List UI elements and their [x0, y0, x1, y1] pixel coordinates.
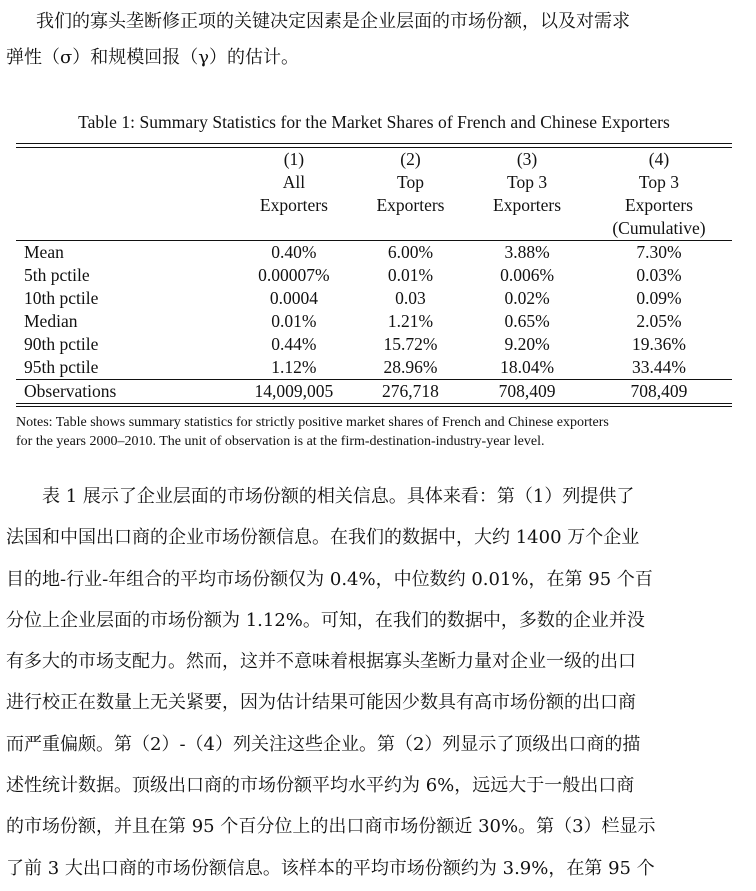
- table-top-rule: [16, 143, 732, 144]
- table-cell: 33.44%: [631, 357, 686, 377]
- header-row-1: [16, 171, 732, 194]
- col-header: Exporters: [624, 195, 693, 215]
- table-bottom-rule-thin: [16, 403, 732, 404]
- body-line: 的市场份额，并且在第 95 个百分位上的出口商市场份额近 30%。第（3）栏显示: [6, 816, 656, 838]
- notes-line: Notes: Table shows summary statistics for strictly positive market shares of French and Chinese exporters: [16, 415, 609, 430]
- table-cell: 0.02%: [504, 288, 550, 308]
- table-cell: 2.05%: [636, 311, 682, 331]
- table-cell: 0.01%: [271, 311, 317, 331]
- col-header: Exporters: [259, 195, 328, 215]
- header-row-2: [16, 194, 732, 217]
- body-paragraph: [6, 476, 750, 889]
- table-cell: 0.03: [395, 288, 426, 308]
- table-cell: 276,718: [382, 381, 439, 401]
- stats-observations: [16, 380, 732, 403]
- table-cell: 0.40%: [271, 242, 317, 262]
- body-line: 法国和中国出口商的企业市场份额信息。在我们的数据中，大约 1400 万个企业: [6, 527, 640, 549]
- row-label: Observations: [24, 381, 117, 401]
- table-notes: [16, 413, 732, 451]
- row-label: 5th pctile: [24, 265, 90, 285]
- table-cell: 28.96%: [383, 357, 438, 377]
- table-caption: Table 1: Summary Statistics for the Market Shares of French and Chinese Exporters: [78, 112, 670, 132]
- table-row: [16, 333, 732, 356]
- summary-statistics-table: [16, 112, 732, 451]
- col-header: [468, 217, 586, 240]
- row-label: Median: [24, 311, 78, 331]
- row-label: 90th pctile: [24, 334, 99, 354]
- table-cell: 18.04%: [500, 357, 555, 377]
- table-cell: 0.01%: [387, 265, 434, 285]
- col-header: [235, 217, 353, 240]
- col-header: Exporters: [376, 195, 445, 215]
- table-cell: 14,009,005: [254, 381, 334, 401]
- table-row: [16, 356, 732, 379]
- table-bottom-rule: [16, 406, 732, 407]
- intro-paragraph: [6, 4, 750, 76]
- col-header: [353, 217, 468, 240]
- table-cell: 9.20%: [504, 334, 550, 354]
- table-cell: 0.006%: [500, 265, 555, 285]
- header-row-numbers: [16, 148, 732, 171]
- table-cell: 6.00%: [387, 242, 434, 262]
- intro-line: 弹性（σ）和规模回报（γ）的估计。: [6, 47, 300, 68]
- table-row: [16, 310, 732, 333]
- row-label: 95th pctile: [24, 357, 99, 377]
- row-label: 10th pctile: [24, 288, 99, 308]
- col-number: (2): [400, 149, 421, 169]
- body-line: 目的地-行业-年组合的平均市场份额仅为 0.4%，中位数约 0.01%，在第 95 个百: [6, 568, 653, 590]
- body-line: 有多大的市场支配力。然而，这并不意味着根据寡头垄断力量对企业一级的出口: [6, 651, 636, 673]
- intro-line: 我们的寡头垄断修正项的关键决定因素是企业层面的市场份额，以及对需求: [36, 11, 630, 32]
- body-line: 进行校正在数量上无关紧要，因为估计结果可能因少数具有高市场份额的出口商: [6, 692, 636, 714]
- table-row: [16, 287, 732, 310]
- table-cell: 0.09%: [636, 288, 682, 308]
- body-line: 述性统计数据。顶级出口商的市场份额平均水平约为 6%，远远大于一般出口商: [6, 775, 635, 797]
- body-line: 了前 3 大出口商的市场份额信息。该样本的平均市场份额约为 3.9%，在第 95 个: [6, 857, 655, 879]
- table-cell: 19.36%: [631, 334, 686, 354]
- table-cell: 0.44%: [271, 334, 317, 354]
- table-cell: 708,409: [630, 381, 688, 401]
- col-number: (3): [516, 149, 538, 169]
- table-cell: 1.12%: [271, 357, 317, 377]
- col-header: All: [282, 172, 306, 192]
- body-line: 分位上企业层面的市场份额为 1.12%。可知，在我们的数据中，多数的企业并没: [6, 609, 645, 631]
- table-cell: 708,409: [498, 381, 556, 401]
- col-header: (Cumulative): [612, 218, 706, 238]
- table-cell: 0.00007%: [258, 265, 330, 285]
- notes-line: for the years 2000–2010. The unit of observation is at the firm-destination-industry-year level.: [16, 434, 545, 449]
- table-row: [16, 264, 732, 287]
- col-number: (1): [283, 149, 305, 169]
- table-cell: 0.0004: [269, 288, 318, 308]
- table-cell: 1.21%: [387, 311, 434, 331]
- table-cell: 0.03%: [636, 265, 682, 285]
- table-cell: 7.30%: [636, 242, 682, 262]
- col-header: Exporters: [493, 195, 562, 215]
- col-header: Top 3: [507, 172, 548, 192]
- stats-table: [16, 148, 732, 240]
- col-header: Top 3: [638, 172, 680, 192]
- table-cell: 3.88%: [504, 242, 550, 262]
- table-cell: 0.65%: [504, 311, 550, 331]
- body-line: 表 1 展示了企业层面的市场份额的相关信息。具体来看：第（1）列提供了: [42, 486, 635, 507]
- observations-row: [16, 380, 732, 403]
- stats-body: [16, 241, 732, 379]
- col-number: (4): [648, 149, 670, 169]
- row-label: Mean: [24, 242, 64, 262]
- table-row: [16, 241, 732, 264]
- header-row-3: [16, 217, 732, 240]
- body-line: 而严重偏颇。第（2）-（4）列关注这些企业。第（2）列显示了顶级出口商的描: [6, 733, 641, 755]
- col-header: Top: [397, 172, 424, 192]
- table-cell: 15.72%: [383, 334, 438, 354]
